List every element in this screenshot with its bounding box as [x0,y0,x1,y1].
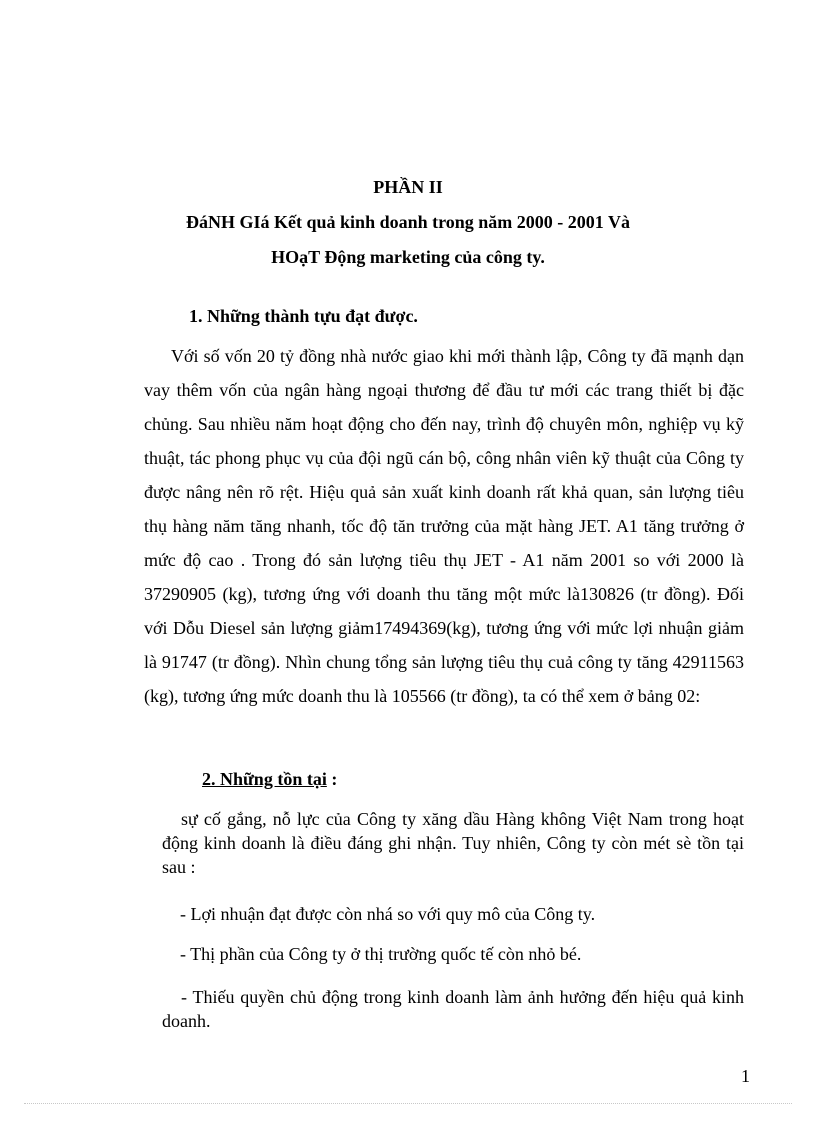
section-2-paragraph: sự cố gắng, nỗ lực của Công ty xăng dầu Hàng không Việt Nam trong hoạt động kinh doanh là điều đáng ghi nhận. Tuy nhiên, Công ty còn mét sè tồn tại sau : [162,809,744,877]
footer-divider [24,1103,792,1104]
section-2-title: 2. Những tồn tại [202,769,327,789]
bullet-item: - Lợi nhuận đạt được còn nhá so với quy mô của Công ty. [180,904,596,924]
bullet-item: - Thị phần của Công ty ở thị trường quốc tế còn nhỏ bé. [180,944,582,964]
part-title-line-2: HOạT Động marketing của công ty. [271,247,545,267]
page-number: 1 [741,1066,750,1086]
part-label: PHẦN II [373,177,443,197]
section-2-title-suffix: : [326,769,338,789]
section-1-paragraph: Với số vốn 20 tỷ đồng nhà nước giao khi mới thành lập, Công ty đã mạnh dạn vay thêm vốn của ngân hàng ngoại thương để đầu tư mới các trang thiết bị đặc chủng. Sau nhiều năm hoạt động cho đến nay, trình độ chuyên môn, nghiệp vụ kỹ thuật, tác phong phục vụ của đội ngũ cán bộ, công nhân viên kỹ thuật của Công ty được nâng nên rõ rệt. Hiệu quả sản xuất kinh doanh rất khả quan, sản lượng tiêu thụ hàng năm tăng nhanh, tốc độ tăn trưởng của mặt hàng JET. A1 tăng trưởng ở mức độ cao . Trong đó sản lượng tiêu thụ JET - A1 năm 2001 so với 2000 là 37290905 (kg), tương ứng với doanh thu tăng một mức là130826 (tr đồng). Đối với Dỗu Diesel sản lượng giảm17494369(kg), tương ứng với mức lợi nhuận giảm là 91747 (tr đồng). Nhìn chung tổng sản lượng tiêu thụ cuả công ty tăng 42911563 (kg), tương ứng mức doanh thu là 105566 (tr đồng), ta có thể xem ở bảng 02: [144,346,744,706]
section-1-title: 1. Những thành tựu đạt được. [189,306,418,326]
bullet-item: - Thiếu quyền chủ động trong kinh doanh làm ảnh hưởng đến hiệu quả kinh doanh. [162,987,744,1031]
part-title-line-1: ĐáNH GIá Kết quả kinh doanh trong năm 2000 - 2001 Và [186,212,630,232]
section-2-heading [202,768,337,790]
